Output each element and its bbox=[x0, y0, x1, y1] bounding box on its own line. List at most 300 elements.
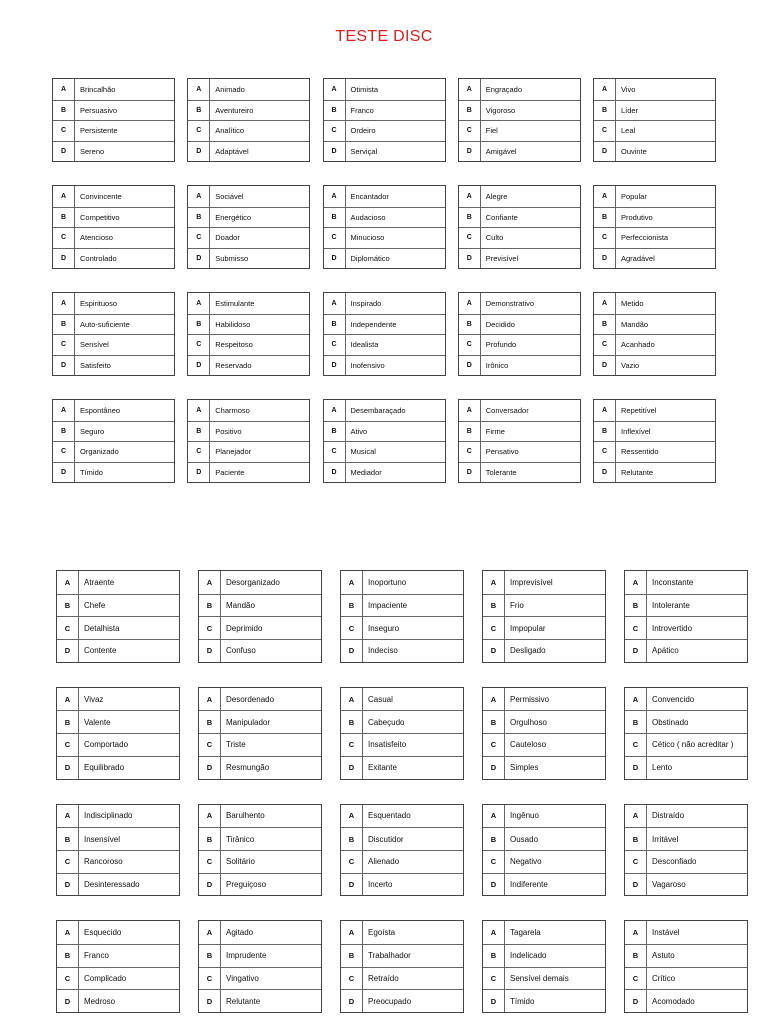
option-row[interactable] bbox=[188, 355, 309, 376]
option-row[interactable] bbox=[625, 733, 747, 756]
option-row[interactable] bbox=[57, 616, 179, 639]
option-word: Desorganizado bbox=[226, 577, 280, 587]
option-row[interactable] bbox=[53, 141, 174, 162]
option-word: Casual bbox=[368, 694, 393, 704]
option-row[interactable] bbox=[625, 989, 747, 1012]
option-row[interactable] bbox=[199, 967, 321, 990]
option-row[interactable] bbox=[57, 873, 179, 896]
option-row[interactable] bbox=[53, 314, 174, 335]
option-word: Repetitível bbox=[621, 405, 657, 415]
option-row[interactable] bbox=[594, 421, 715, 442]
option-row[interactable] bbox=[324, 79, 445, 100]
option-row[interactable] bbox=[594, 248, 715, 269]
option-row[interactable] bbox=[188, 100, 309, 121]
option-word: Apático bbox=[652, 646, 679, 656]
option-group bbox=[458, 399, 581, 483]
option-row[interactable] bbox=[625, 710, 747, 733]
option-row[interactable] bbox=[459, 120, 580, 141]
option-row[interactable] bbox=[57, 989, 179, 1012]
option-word: Esquecido bbox=[84, 928, 122, 938]
option-row[interactable] bbox=[53, 400, 174, 421]
option-row[interactable] bbox=[57, 967, 179, 990]
option-row[interactable] bbox=[625, 850, 747, 873]
option-row[interactable] bbox=[459, 421, 580, 442]
option-row[interactable] bbox=[199, 688, 321, 711]
option-row[interactable] bbox=[625, 639, 747, 662]
option-group bbox=[52, 185, 175, 269]
option-letter: B bbox=[341, 711, 363, 733]
option-row[interactable] bbox=[324, 227, 445, 248]
option-row[interactable] bbox=[341, 944, 463, 967]
option-word: Acomodado bbox=[652, 996, 695, 1006]
option-row[interactable] bbox=[324, 314, 445, 335]
option-group bbox=[323, 78, 446, 162]
option-row[interactable] bbox=[459, 248, 580, 269]
option-row[interactable] bbox=[188, 334, 309, 355]
option-letter: C bbox=[53, 335, 75, 355]
option-row[interactable] bbox=[53, 100, 174, 121]
option-row[interactable] bbox=[594, 207, 715, 228]
option-row[interactable] bbox=[594, 120, 715, 141]
option-letter: D bbox=[199, 874, 221, 896]
option-row[interactable] bbox=[57, 827, 179, 850]
option-row[interactable] bbox=[188, 421, 309, 442]
option-row[interactable] bbox=[459, 293, 580, 314]
option-letter: B bbox=[53, 208, 75, 228]
option-row[interactable] bbox=[483, 989, 605, 1012]
option-row[interactable] bbox=[625, 944, 747, 967]
option-row[interactable] bbox=[199, 873, 321, 896]
option-row[interactable] bbox=[188, 400, 309, 421]
option-letter: C bbox=[57, 851, 79, 873]
option-row[interactable] bbox=[188, 79, 309, 100]
option-letter: A bbox=[57, 921, 79, 944]
option-row[interactable] bbox=[341, 688, 463, 711]
option-row[interactable] bbox=[483, 850, 605, 873]
option-row[interactable] bbox=[53, 227, 174, 248]
option-row[interactable] bbox=[199, 989, 321, 1012]
option-word: Persistente bbox=[80, 126, 118, 136]
option-letter: B bbox=[57, 595, 79, 617]
option-row[interactable] bbox=[483, 921, 605, 944]
option-letter: C bbox=[199, 968, 221, 990]
option-row[interactable] bbox=[625, 921, 747, 944]
option-letter: C bbox=[199, 734, 221, 756]
option-letter: D bbox=[594, 356, 616, 376]
option-row[interactable] bbox=[199, 805, 321, 828]
option-row[interactable] bbox=[53, 79, 174, 100]
option-letter: B bbox=[324, 422, 346, 442]
option-row[interactable] bbox=[594, 462, 715, 483]
option-row[interactable] bbox=[483, 571, 605, 594]
option-row[interactable] bbox=[188, 120, 309, 141]
option-word: Confiante bbox=[485, 212, 518, 222]
option-row[interactable] bbox=[199, 710, 321, 733]
option-letter: B bbox=[199, 711, 221, 733]
option-row[interactable] bbox=[483, 873, 605, 896]
option-letter: B bbox=[188, 101, 210, 121]
option-letter: A bbox=[625, 688, 647, 711]
option-row[interactable] bbox=[188, 141, 309, 162]
option-row[interactable] bbox=[199, 827, 321, 850]
option-row[interactable] bbox=[199, 756, 321, 779]
option-row[interactable] bbox=[625, 827, 747, 850]
option-group bbox=[187, 185, 310, 269]
option-letter: C bbox=[483, 617, 505, 639]
option-row[interactable] bbox=[625, 873, 747, 896]
option-word: Relutante bbox=[226, 996, 261, 1006]
option-word: Metido bbox=[621, 298, 644, 308]
option-letter: B bbox=[188, 422, 210, 442]
option-row[interactable] bbox=[199, 594, 321, 617]
option-word: Ressentido bbox=[621, 447, 659, 457]
option-word: Alienado bbox=[368, 857, 400, 867]
option-row[interactable] bbox=[483, 805, 605, 828]
option-row[interactable] bbox=[324, 207, 445, 228]
option-word: Ingênuo bbox=[510, 811, 539, 821]
option-group bbox=[198, 570, 322, 663]
option-group bbox=[52, 399, 175, 483]
option-row[interactable] bbox=[199, 639, 321, 662]
option-word: Desembaraçado bbox=[350, 405, 406, 415]
option-word: Barulhento bbox=[226, 811, 265, 821]
option-word: Comportado bbox=[84, 740, 129, 750]
option-row[interactable] bbox=[483, 616, 605, 639]
option-letter: A bbox=[341, 571, 363, 594]
option-letter: B bbox=[324, 208, 346, 228]
option-word: Imprevisível bbox=[510, 577, 553, 587]
option-row[interactable] bbox=[324, 293, 445, 314]
option-row[interactable] bbox=[341, 850, 463, 873]
option-letter: D bbox=[199, 640, 221, 662]
option-row[interactable] bbox=[341, 571, 463, 594]
option-letter: A bbox=[625, 921, 647, 944]
option-row[interactable] bbox=[324, 462, 445, 483]
option-row[interactable] bbox=[324, 100, 445, 121]
option-word: Contente bbox=[84, 646, 117, 656]
option-letter: A bbox=[459, 293, 481, 314]
option-word: Franco bbox=[84, 951, 109, 961]
option-group bbox=[323, 185, 446, 269]
option-row[interactable] bbox=[57, 710, 179, 733]
option-row[interactable] bbox=[341, 989, 463, 1012]
option-letter: C bbox=[594, 121, 616, 141]
option-letter: D bbox=[57, 757, 79, 779]
option-word: Obstinado bbox=[652, 717, 689, 727]
option-letter: D bbox=[594, 463, 616, 483]
option-row[interactable] bbox=[341, 710, 463, 733]
option-row[interactable] bbox=[199, 944, 321, 967]
option-letter: A bbox=[459, 400, 481, 421]
option-word: Permissivo bbox=[510, 694, 550, 704]
option-row[interactable] bbox=[341, 639, 463, 662]
option-row[interactable] bbox=[324, 248, 445, 269]
option-letter: A bbox=[57, 805, 79, 828]
option-row[interactable] bbox=[483, 967, 605, 990]
option-group bbox=[458, 292, 581, 376]
option-row[interactable] bbox=[459, 334, 580, 355]
option-letter: A bbox=[199, 571, 221, 594]
option-row[interactable] bbox=[341, 827, 463, 850]
option-row[interactable] bbox=[324, 421, 445, 442]
option-letter: C bbox=[199, 617, 221, 639]
option-row[interactable] bbox=[341, 616, 463, 639]
option-letter: A bbox=[188, 186, 210, 207]
option-row[interactable] bbox=[594, 314, 715, 335]
option-row[interactable] bbox=[57, 805, 179, 828]
option-row[interactable] bbox=[199, 616, 321, 639]
option-letter: C bbox=[341, 851, 363, 873]
option-row[interactable] bbox=[53, 207, 174, 228]
option-row[interactable] bbox=[324, 355, 445, 376]
option-word: Intolerante bbox=[652, 601, 690, 611]
option-group bbox=[56, 570, 180, 663]
option-word: Fiel bbox=[485, 126, 498, 136]
option-row[interactable] bbox=[483, 639, 605, 662]
option-word: Idealista bbox=[350, 340, 379, 350]
option-row[interactable] bbox=[57, 688, 179, 711]
option-word: Paciente bbox=[215, 467, 245, 477]
option-row[interactable] bbox=[53, 248, 174, 269]
option-word: Mandão bbox=[226, 601, 255, 611]
option-row[interactable] bbox=[341, 733, 463, 756]
option-row[interactable] bbox=[594, 441, 715, 462]
option-row[interactable] bbox=[57, 639, 179, 662]
option-word: Perfeccionista bbox=[621, 233, 669, 243]
option-letter: C bbox=[625, 851, 647, 873]
option-row[interactable] bbox=[341, 805, 463, 828]
option-row[interactable] bbox=[324, 441, 445, 462]
option-row[interactable] bbox=[459, 186, 580, 207]
option-row[interactable] bbox=[53, 441, 174, 462]
option-row[interactable] bbox=[199, 850, 321, 873]
option-row[interactable] bbox=[324, 400, 445, 421]
option-letter: B bbox=[57, 945, 79, 967]
option-word: Demonstrativo bbox=[485, 298, 535, 308]
option-letter: B bbox=[625, 828, 647, 850]
option-row[interactable] bbox=[324, 120, 445, 141]
option-row[interactable] bbox=[53, 421, 174, 442]
option-row[interactable] bbox=[53, 120, 174, 141]
option-row[interactable] bbox=[625, 571, 747, 594]
option-word: Decidido bbox=[485, 319, 515, 329]
option-letter: D bbox=[199, 757, 221, 779]
option-letter: A bbox=[53, 79, 75, 100]
option-row[interactable] bbox=[459, 100, 580, 121]
option-row[interactable] bbox=[199, 733, 321, 756]
option-row[interactable] bbox=[53, 462, 174, 483]
option-word: Pensativo bbox=[485, 447, 519, 457]
option-word: Convencido bbox=[652, 694, 695, 704]
option-row[interactable] bbox=[483, 710, 605, 733]
option-row[interactable] bbox=[483, 827, 605, 850]
option-group bbox=[198, 920, 322, 1013]
option-letter: C bbox=[459, 121, 481, 141]
option-word: Solitário bbox=[226, 857, 255, 867]
option-row[interactable] bbox=[57, 850, 179, 873]
option-row[interactable] bbox=[594, 293, 715, 314]
option-word: Ouvinte bbox=[621, 146, 647, 156]
option-letter: B bbox=[459, 101, 481, 121]
option-letter: D bbox=[57, 640, 79, 662]
option-row[interactable] bbox=[341, 921, 463, 944]
option-letter: D bbox=[459, 356, 481, 376]
option-letter: D bbox=[625, 640, 647, 662]
option-letter: B bbox=[483, 711, 505, 733]
option-row[interactable] bbox=[459, 207, 580, 228]
option-row[interactable] bbox=[341, 967, 463, 990]
option-word: Auto-suficiente bbox=[80, 319, 130, 329]
option-row[interactable] bbox=[199, 571, 321, 594]
option-letter: D bbox=[188, 142, 210, 162]
option-row[interactable] bbox=[625, 594, 747, 617]
option-letter: C bbox=[459, 442, 481, 462]
option-row[interactable] bbox=[625, 967, 747, 990]
option-word: Desligado bbox=[510, 646, 546, 656]
option-word: Simples bbox=[510, 763, 539, 773]
bottom-option-grid bbox=[56, 570, 748, 1013]
option-word: Complicado bbox=[84, 973, 127, 983]
option-letter: C bbox=[188, 228, 210, 248]
option-letter: D bbox=[594, 142, 616, 162]
option-row[interactable] bbox=[625, 616, 747, 639]
option-row[interactable] bbox=[188, 462, 309, 483]
option-letter: C bbox=[53, 228, 75, 248]
option-word: Independente bbox=[350, 319, 397, 329]
option-row[interactable] bbox=[324, 141, 445, 162]
option-row[interactable] bbox=[188, 186, 309, 207]
option-row[interactable] bbox=[459, 462, 580, 483]
option-word: Animado bbox=[215, 84, 245, 94]
option-letter: C bbox=[625, 734, 647, 756]
option-row[interactable] bbox=[53, 293, 174, 314]
option-letter: D bbox=[324, 463, 346, 483]
option-word: Detalhista bbox=[84, 623, 120, 633]
option-row[interactable] bbox=[188, 441, 309, 462]
option-letter: C bbox=[594, 442, 616, 462]
option-letter: C bbox=[594, 228, 616, 248]
option-row[interactable] bbox=[483, 594, 605, 617]
option-row[interactable] bbox=[459, 355, 580, 376]
option-word: Negativo bbox=[510, 857, 542, 867]
option-row[interactable] bbox=[188, 227, 309, 248]
option-row[interactable] bbox=[594, 400, 715, 421]
option-row[interactable] bbox=[57, 756, 179, 779]
option-letter: B bbox=[199, 828, 221, 850]
option-letter: B bbox=[324, 101, 346, 121]
option-word: Medroso bbox=[84, 996, 116, 1006]
option-word: Resmungão bbox=[226, 763, 270, 773]
option-group bbox=[340, 687, 464, 780]
option-row[interactable] bbox=[594, 79, 715, 100]
option-letter: D bbox=[57, 990, 79, 1012]
option-row[interactable] bbox=[57, 594, 179, 617]
option-row[interactable] bbox=[341, 873, 463, 896]
option-row[interactable] bbox=[188, 293, 309, 314]
option-row[interactable] bbox=[53, 186, 174, 207]
option-row[interactable] bbox=[53, 334, 174, 355]
option-row[interactable] bbox=[324, 334, 445, 355]
option-row[interactable] bbox=[483, 688, 605, 711]
option-row[interactable] bbox=[459, 79, 580, 100]
option-group bbox=[56, 687, 180, 780]
option-word: Competitivo bbox=[80, 212, 120, 222]
option-row[interactable] bbox=[57, 921, 179, 944]
option-row[interactable] bbox=[594, 355, 715, 376]
option-row[interactable] bbox=[594, 141, 715, 162]
option-row[interactable] bbox=[594, 186, 715, 207]
option-row[interactable] bbox=[57, 571, 179, 594]
option-row[interactable] bbox=[53, 355, 174, 376]
top-option-section bbox=[0, 78, 768, 478]
option-row[interactable] bbox=[341, 594, 463, 617]
option-row[interactable] bbox=[459, 314, 580, 335]
option-letter: A bbox=[594, 293, 616, 314]
top-option-grid bbox=[52, 78, 716, 483]
option-letter: C bbox=[57, 734, 79, 756]
option-row[interactable] bbox=[324, 186, 445, 207]
option-letter: C bbox=[459, 335, 481, 355]
option-letter: A bbox=[199, 805, 221, 828]
option-row[interactable] bbox=[459, 441, 580, 462]
option-row[interactable] bbox=[594, 227, 715, 248]
option-word: Tímido bbox=[510, 996, 535, 1006]
option-row[interactable] bbox=[199, 921, 321, 944]
option-word: Agitado bbox=[226, 928, 254, 938]
option-letter: D bbox=[53, 142, 75, 162]
option-word: Indelicado bbox=[510, 951, 547, 961]
option-group bbox=[482, 920, 606, 1013]
option-word: Desconfiado bbox=[652, 857, 697, 867]
option-row[interactable] bbox=[459, 227, 580, 248]
option-row[interactable] bbox=[594, 100, 715, 121]
option-row[interactable] bbox=[188, 314, 309, 335]
option-row[interactable] bbox=[57, 944, 179, 967]
option-letter: A bbox=[53, 186, 75, 207]
option-letter: C bbox=[483, 734, 505, 756]
option-row[interactable] bbox=[341, 756, 463, 779]
option-word: Crítico bbox=[652, 973, 676, 983]
option-row[interactable] bbox=[188, 248, 309, 269]
option-row[interactable] bbox=[594, 334, 715, 355]
option-row[interactable] bbox=[57, 733, 179, 756]
option-row[interactable] bbox=[625, 688, 747, 711]
option-letter: B bbox=[188, 315, 210, 335]
option-row[interactable] bbox=[625, 756, 747, 779]
option-letter: B bbox=[594, 101, 616, 121]
option-word: Vivo bbox=[621, 84, 636, 94]
option-row[interactable] bbox=[483, 944, 605, 967]
option-letter: C bbox=[199, 851, 221, 873]
option-row[interactable] bbox=[459, 400, 580, 421]
option-row[interactable] bbox=[188, 207, 309, 228]
option-word: Espirituoso bbox=[80, 298, 118, 308]
option-word: Cabeçudo bbox=[368, 717, 405, 727]
option-group bbox=[593, 185, 716, 269]
option-letter: D bbox=[324, 142, 346, 162]
option-letter: C bbox=[53, 442, 75, 462]
option-row[interactable] bbox=[483, 756, 605, 779]
page-title: TESTE DISC bbox=[335, 28, 433, 45]
option-letter: B bbox=[324, 315, 346, 335]
option-word: Indeciso bbox=[368, 646, 398, 656]
option-row[interactable] bbox=[483, 733, 605, 756]
option-row[interactable] bbox=[625, 805, 747, 828]
option-letter: A bbox=[53, 400, 75, 421]
option-letter: D bbox=[341, 990, 363, 1012]
option-row[interactable] bbox=[459, 141, 580, 162]
option-letter: B bbox=[483, 828, 505, 850]
